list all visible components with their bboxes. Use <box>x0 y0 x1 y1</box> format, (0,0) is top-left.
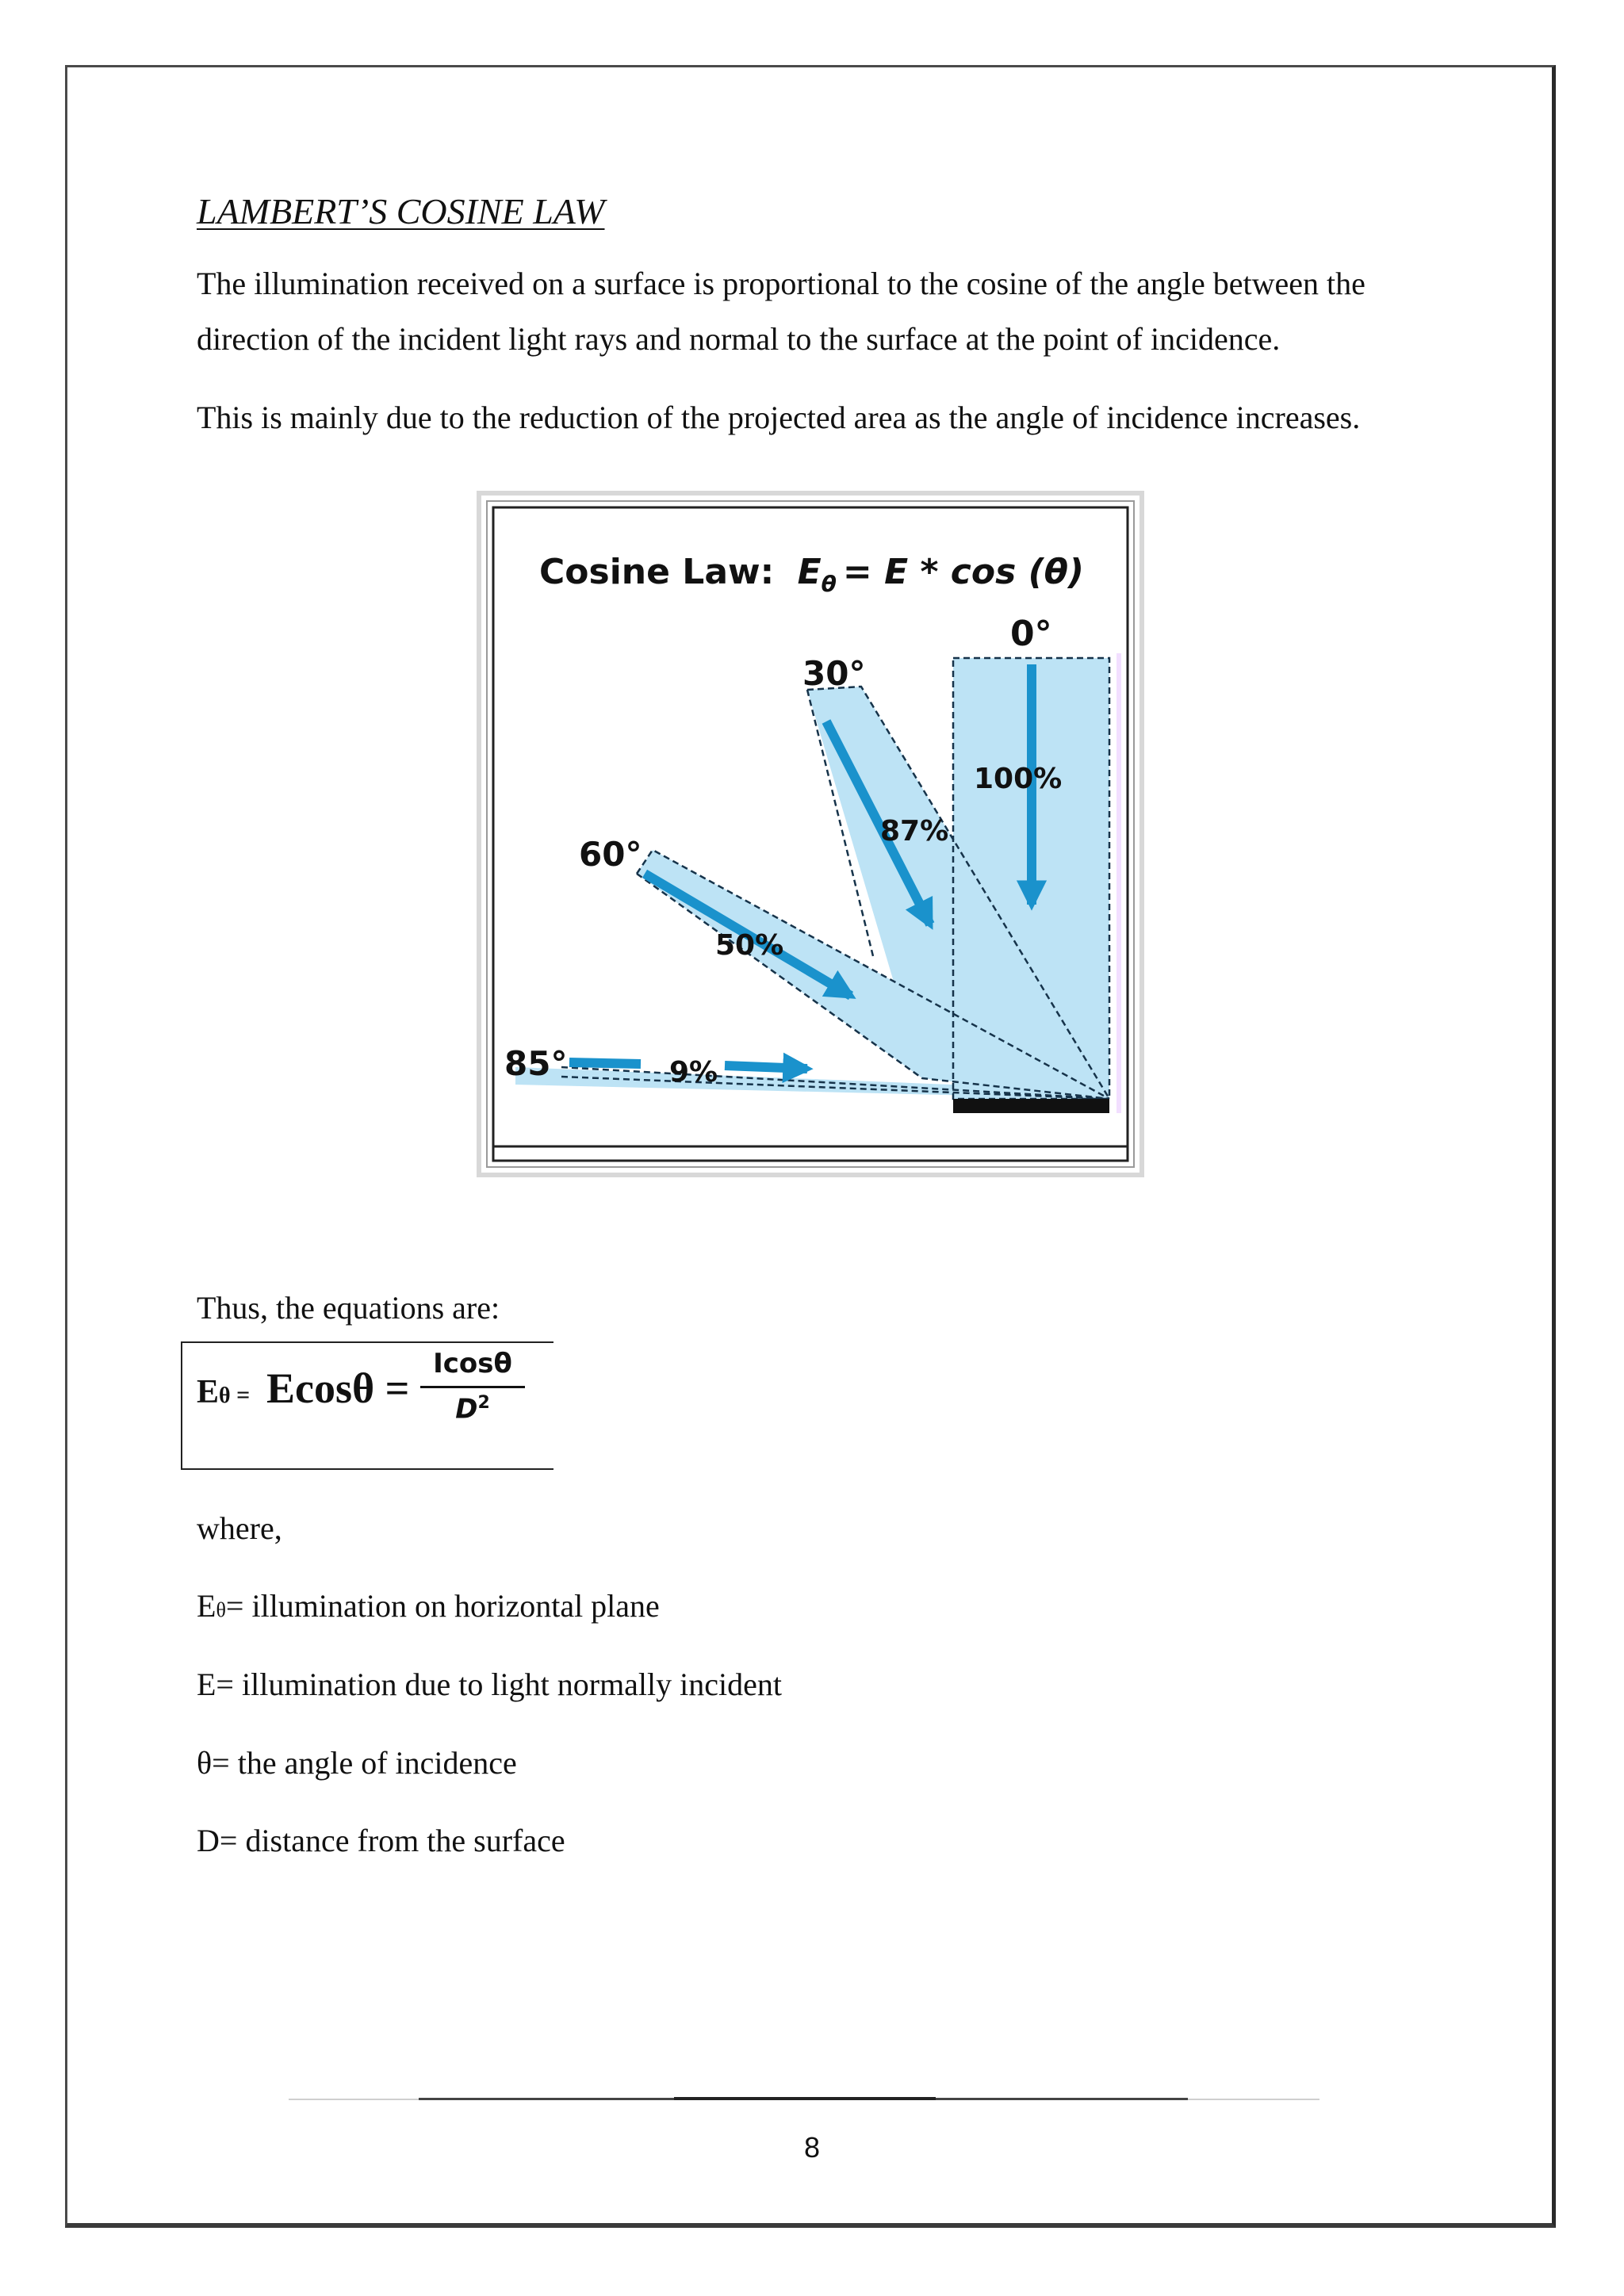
arrow-85 <box>725 1066 807 1069</box>
fraction-bar <box>420 1386 525 1388</box>
label-percent-100: 100% <box>974 763 1063 795</box>
cosine-law-figure <box>474 488 1147 1180</box>
label-percent-9: 9% <box>669 1056 718 1089</box>
label-percent-87: 87% <box>880 815 949 848</box>
equation-left-rule <box>181 1341 182 1470</box>
label-angle-60: 60° <box>579 835 642 874</box>
edge-strip <box>1116 653 1121 1113</box>
section-heading: LAMBERT’S COSINE LAW <box>197 191 605 232</box>
label-angle-85: 85° <box>504 1044 568 1083</box>
label-angle-0: 0° <box>1010 614 1052 654</box>
equation-denominator: $D^2$ <box>455 1393 490 1425</box>
equation-box <box>181 1341 553 1471</box>
equations-intro: Thus, the equations are: <box>197 1290 500 1326</box>
definition-theta: θ= the angle of incidence <box>197 1745 517 1781</box>
label-percent-50: 50% <box>715 929 784 962</box>
page-number: 8 <box>803 2131 821 2164</box>
arrow-85-tail <box>569 1062 641 1064</box>
equation-fraction <box>420 1348 525 1425</box>
definition-e-theta: Eθ= illumination on horizontal plane <box>197 1588 660 1624</box>
footer-rule-center <box>674 2097 936 2100</box>
equation-middle: Ecosθ = <box>266 1364 410 1412</box>
figure-title: Cosine Law: $E_\theta = E * \cos (\theta)$ <box>539 552 1085 597</box>
where-label: where, <box>197 1510 282 1546</box>
equation-numerator: Icosθ <box>433 1348 512 1380</box>
definition-d: D= distance from the surface <box>197 1823 565 1858</box>
equation-bottom-rule <box>181 1468 553 1470</box>
label-angle-30: 30° <box>802 654 866 693</box>
cosine-law-diagram <box>474 488 1147 1180</box>
equation-lhs: Eθ = <box>197 1374 251 1410</box>
definition-e: E= illumination due to light normally incident <box>197 1667 783 1702</box>
paragraph-1-line-2: direction of the incident light rays and normal to the surface at the point of incidence. <box>197 321 1281 357</box>
surface-patch <box>953 1099 1109 1113</box>
equation-top-rule <box>181 1341 553 1343</box>
paragraph-1-line-1: The illumination received on a surface is proportional to the cosine of the angle between the <box>197 266 1365 301</box>
paragraph-2: This is mainly due to the reduction of the projected area as the angle of incidence increases. <box>197 400 1361 435</box>
